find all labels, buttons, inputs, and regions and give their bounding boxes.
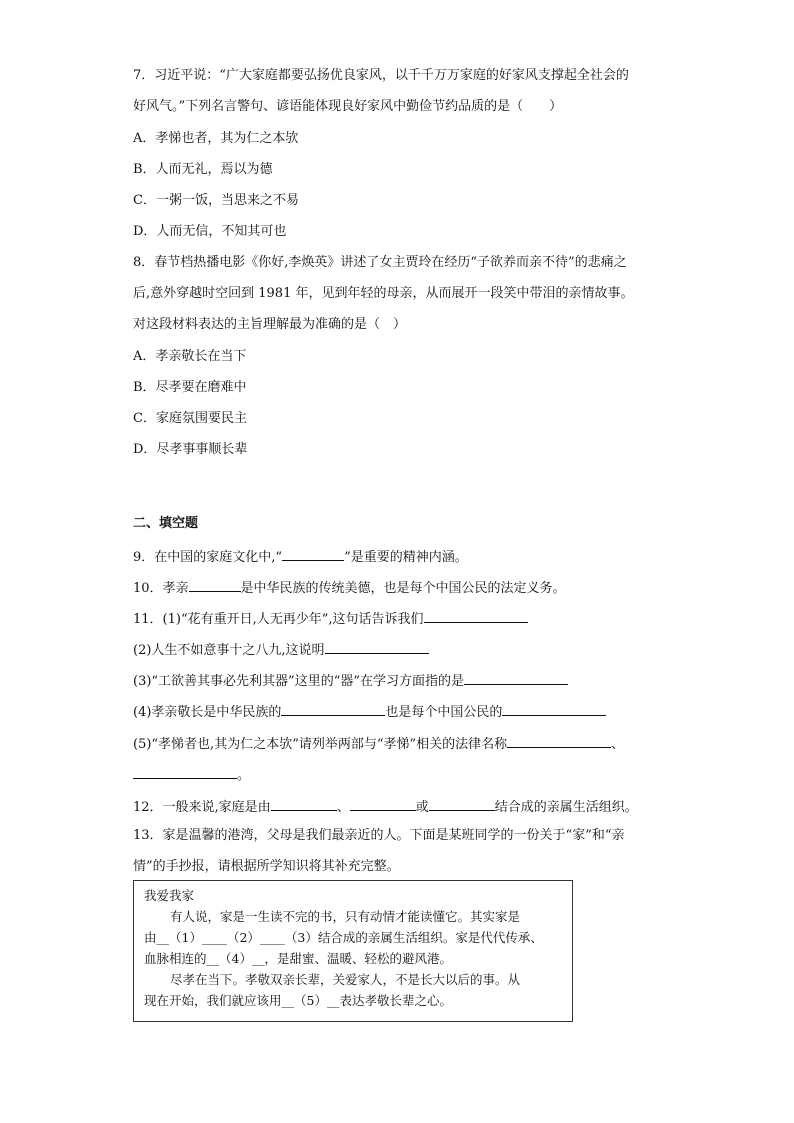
q11-part3-blank[interactable] — [464, 670, 568, 685]
q11-part5-blank1[interactable] — [507, 733, 611, 748]
q12-line — [133, 796, 638, 817]
q7-stem-line2: 好风气。”下列名言警句、谚语能体现良好家风中勤俭节约品质的是（ ） — [133, 99, 563, 114]
q8-stem-line2: 后,意外穿越时空回到 1981 年，见到年轻的母亲，从而展开一段笑中带泪的亲情故事。 — [133, 286, 634, 301]
q11-part5-cont — [133, 764, 250, 785]
q8-option-a: A．孝亲敬长在当下 — [133, 349, 247, 364]
q13-stem-line2: 情”的手抄报，请根据所学知识将其补充完整。 — [133, 859, 400, 874]
q7-option-d: D．人而无信，不知其可也 — [133, 224, 287, 239]
q9-line — [133, 546, 468, 567]
q11-part3-text: (3)“工欲善其事必先利其器”这里的“器”在学习方面指的是 — [133, 674, 464, 689]
q12-text-after: 结合成的亲属生活组织。 — [494, 800, 638, 815]
q7-stem-line1: 7．习近平说：“广大家庭都要弘扬优良家风，以千千万万家庭的好家风支撑起全社会的 — [133, 68, 629, 83]
q11-part3 — [133, 670, 568, 691]
q8-option-c: C．家庭氛围要民主 — [133, 411, 247, 426]
handout-line3: 血脉相连的__（4）__，是甜蜜、温暖、轻松的避风港。 — [144, 951, 452, 966]
q9-text-after: ”是重要的精神内涵。 — [344, 550, 468, 565]
handout-line4: 尽孝在当下。孝敬双亲长辈，关爱家人，不是长大以后的事。从 — [170, 972, 521, 987]
q12-sep1: 、 — [336, 800, 350, 815]
q10-blank[interactable] — [189, 577, 241, 592]
q8-stem-line1: 8．春节档热播电影《你好,李焕英》讲述了女主贾玲在经历“子欲养而亲不待”的悲痛之 — [133, 255, 627, 270]
handout-title: 我爱我家 — [144, 888, 195, 903]
q11-part4-blank1[interactable] — [281, 701, 385, 716]
q9-text-before: 9．在中国的家庭文化中,“ — [133, 550, 283, 565]
handout-line5: 现在开始，我们就应该用__（5）__表达孝敬长辈之心。 — [144, 993, 452, 1008]
q11-part4 — [133, 701, 606, 722]
handout-line2: 由__（1）____（2）____（3）结合成的亲属生活组织。家是代代传承、 — [144, 930, 543, 945]
q7-option-b: B．人而无礼，焉以为德 — [133, 162, 273, 177]
q11-part5 — [133, 733, 624, 754]
handout-line1: 有人说，家是一生读不完的书，只有动情才能读懂它。其实家是 — [170, 909, 521, 924]
handout-box — [133, 880, 573, 1022]
q7-option-a: A．孝悌也者，其为仁之本欤 — [133, 131, 299, 146]
q11-part2-text: (2)人生不如意事十之八九,这说明 — [133, 643, 325, 658]
q11-part4-blank2[interactable] — [502, 701, 606, 716]
q11-part1-blank[interactable] — [424, 608, 528, 623]
q11-part1-text: 11．(1)“花有重开日,人无再少年”,这句话告诉我们 — [133, 612, 424, 627]
q7-option-c: C．一粥一饭，当思来之不易 — [133, 193, 299, 208]
q8-option-b: B．尽孝要在磨难中 — [133, 380, 247, 395]
q10-text-before: 10．孝亲 — [133, 581, 189, 596]
q11-part4-text-a: (4)孝亲敬长是中华民族的 — [133, 705, 282, 720]
q9-blank[interactable] — [282, 546, 344, 561]
q11-part5-text: (5)“孝悌者也,其为仁之本欤”请列举两部与“孝悌”相关的法律名称 — [133, 737, 508, 752]
q10-text-after: 是中华民族的传统美德，也是每个中国公民的法定义务。 — [240, 581, 566, 596]
q13-stem-line1: 13．家是温馨的港湾，父母是我们最亲近的人。下面是某班同学的一份关于“家”和“亲 — [133, 828, 625, 843]
q11-part5-blank2[interactable] — [133, 764, 237, 779]
q8-stem-line3: 对这段材料表达的主旨理解最为准确的是（ ） — [133, 317, 407, 332]
q12-blank3[interactable] — [429, 796, 495, 811]
q11-part4-text-b: 也是每个中国公民的 — [385, 705, 503, 720]
q12-text-before: 12．一般来说,家庭是由 — [133, 800, 271, 815]
q10-line — [133, 577, 566, 598]
q12-sep2: 或 — [415, 800, 429, 815]
q11-part2-blank[interactable] — [325, 639, 429, 654]
q8-option-d: D．尽孝事事顺长辈 — [133, 442, 248, 457]
section-title: 二、填空题 — [133, 516, 199, 531]
q11-part5-end: 。 — [237, 768, 251, 783]
q12-blank1[interactable] — [271, 796, 337, 811]
q11-part1 — [133, 608, 528, 629]
q11-part2 — [133, 639, 429, 660]
q11-part5-sep: 、 — [611, 737, 625, 752]
q12-blank2[interactable] — [350, 796, 416, 811]
